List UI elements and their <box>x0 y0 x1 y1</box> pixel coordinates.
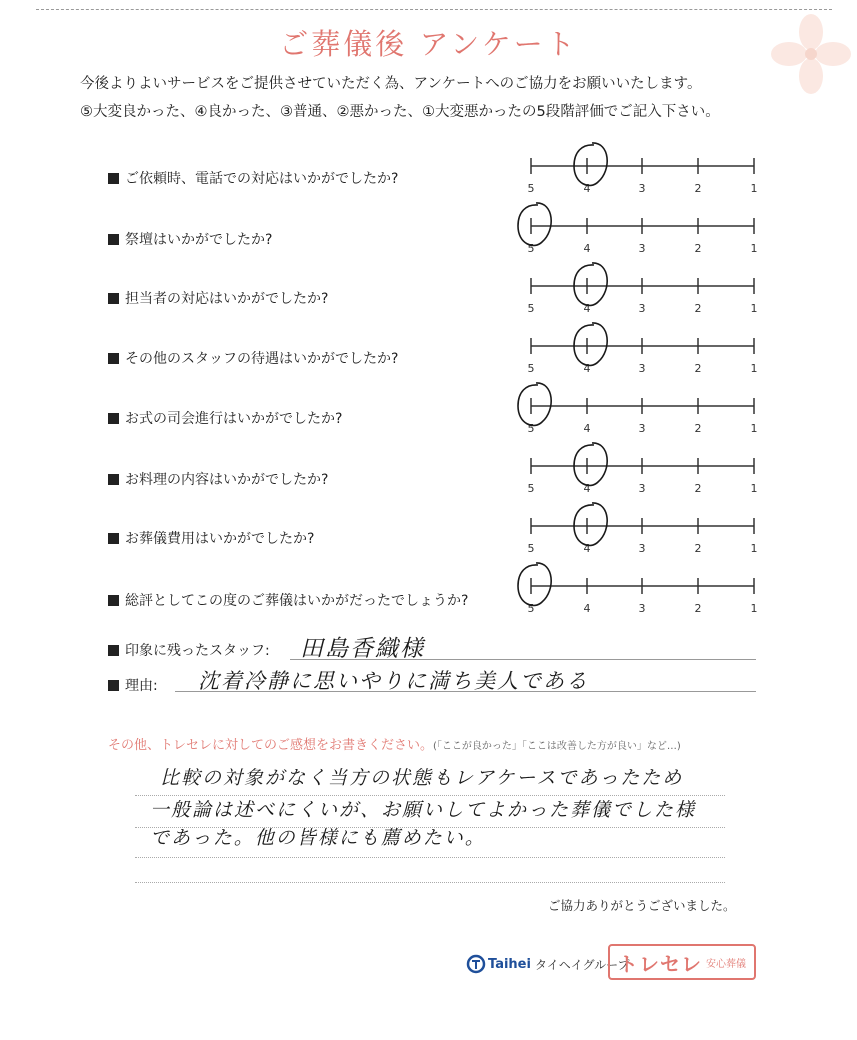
scale-label-5: 5 <box>527 482 535 495</box>
question-4 <box>108 348 398 368</box>
rating-scale-7[interactable] <box>500 500 780 564</box>
question-2-text: 祭壇はいかがでしたか? <box>125 232 273 248</box>
comment-line-1[interactable]: 比較の対象がなく当方の状態もレアケースであったため <box>160 767 684 789</box>
scale-label-4: 4 <box>583 482 591 495</box>
scale-label-3: 3 <box>638 362 646 375</box>
rating-scale-4[interactable] <box>500 320 780 384</box>
rating-scale-2[interactable] <box>500 200 780 264</box>
reason-label <box>108 675 158 695</box>
scale-label-4: 4 <box>583 242 591 255</box>
scale-label-3: 3 <box>638 242 646 255</box>
selected-rating-circle <box>574 143 607 186</box>
page-title: ご葬儀後 アンケート <box>279 27 578 61</box>
thanks-text: ご協力ありがとうございました。 <box>548 898 736 913</box>
taihei-logo <box>466 954 630 974</box>
scale-label-3: 3 <box>638 422 646 435</box>
question-5 <box>108 408 342 428</box>
scale-label-3: 3 <box>638 182 646 195</box>
scale-label-4: 4 <box>583 542 591 555</box>
scale-label-2: 2 <box>694 362 702 375</box>
staff-label <box>108 640 270 660</box>
bullet-square-icon <box>108 173 119 184</box>
bullet-square-icon <box>108 413 119 424</box>
selected-rating-circle <box>574 443 607 486</box>
scale-label-5: 5 <box>527 602 535 615</box>
scale-label-1: 1 <box>750 242 758 255</box>
scale-label-2: 2 <box>694 302 702 315</box>
question-1 <box>108 168 398 188</box>
other-header-note: (「ここが良かった」「ここは改善した方が良い」など…) <box>433 741 681 752</box>
rating-scale-6[interactable] <box>500 440 780 504</box>
question-1-text: ご依頼時、電話での対応はいかがでしたか? <box>125 171 399 187</box>
bullet-square-icon <box>108 645 119 656</box>
comment-line-2[interactable]: 一般論は述べにくいが、お願いしてよかった葬儀でした様 <box>150 799 697 821</box>
other-header-text: その他、トレセレに対してのご感想をお書きください。 <box>108 738 434 753</box>
top-dashed-rule <box>36 9 832 10</box>
scale-label-5: 5 <box>527 242 535 255</box>
scale-label-1: 1 <box>750 362 758 375</box>
scale-label-5: 5 <box>527 182 535 195</box>
scale-label-1: 1 <box>750 182 758 195</box>
scale-label-4: 4 <box>583 182 591 195</box>
rating-scale-5[interactable] <box>500 380 780 444</box>
selected-rating-circle <box>574 263 607 306</box>
intro-line-1: 今後よりよいサービスをご提供させていただく為、アンケートへのご協力をお願いいたします。 <box>80 76 702 92</box>
selected-rating-circle <box>518 203 551 246</box>
scale-label-2: 2 <box>694 602 702 615</box>
scale-label-4: 4 <box>583 602 591 615</box>
selected-rating-circle <box>574 503 607 546</box>
selected-rating-circle <box>518 563 551 606</box>
tresere-logo-sub: 安心葬儀 <box>706 958 746 970</box>
bullet-square-icon <box>108 234 119 245</box>
comment-rule-3 <box>135 857 725 858</box>
taihei-group: タイヘイグループ <box>534 957 630 972</box>
scale-label-1: 1 <box>750 542 758 555</box>
bullet-square-icon <box>108 595 119 606</box>
scale-label-3: 3 <box>638 482 646 495</box>
rating-scale-1[interactable] <box>500 140 780 204</box>
scale-label-3: 3 <box>638 302 646 315</box>
selected-rating-circle <box>574 323 607 366</box>
taihei-brand: Taihei <box>488 956 531 972</box>
scale-label-3: 3 <box>638 542 646 555</box>
scale-label-1: 1 <box>750 482 758 495</box>
staff-label-text: 印象に残ったスタッフ: <box>125 643 270 659</box>
scale-label-4: 4 <box>583 422 591 435</box>
bullet-square-icon <box>108 680 119 691</box>
scale-label-2: 2 <box>694 542 702 555</box>
scale-label-2: 2 <box>694 242 702 255</box>
staff-value[interactable]: 田島香織様 <box>300 636 425 662</box>
question-8-text: 総評としてこの度のご葬儀はいかがだったでしょうか? <box>125 593 469 609</box>
bullet-square-icon <box>108 533 119 544</box>
taihei-mark-icon <box>466 954 486 974</box>
question-3-text: 担当者の対応はいかがでしたか? <box>125 291 329 307</box>
scale-label-1: 1 <box>750 302 758 315</box>
scale-label-5: 5 <box>527 362 535 375</box>
question-6-text: お料理の内容はいかがでしたか? <box>125 472 329 488</box>
question-6 <box>108 469 328 489</box>
scale-label-2: 2 <box>694 482 702 495</box>
tresere-logo <box>608 944 756 980</box>
rating-scale-3[interactable] <box>500 260 780 324</box>
scale-label-4: 4 <box>583 362 591 375</box>
question-2 <box>108 229 272 249</box>
other-comments-header <box>108 734 681 753</box>
comment-rule-4 <box>135 882 725 883</box>
intro-line-2: ⑤大変良かった、④良かった、③普通、②悪かった、①大変悪かったの5段階評価でご記入下さい。 <box>80 104 720 120</box>
question-7-text: お葬儀費用はいかがでしたか? <box>125 531 315 547</box>
scale-label-1: 1 <box>750 422 758 435</box>
scale-label-1: 1 <box>750 602 758 615</box>
scale-label-2: 2 <box>694 182 702 195</box>
question-8 <box>108 590 468 610</box>
scale-label-3: 3 <box>638 602 646 615</box>
bullet-square-icon <box>108 293 119 304</box>
rating-scale-8[interactable] <box>500 560 780 624</box>
scale-label-2: 2 <box>694 422 702 435</box>
scale-label-5: 5 <box>527 422 535 435</box>
scale-label-5: 5 <box>527 302 535 315</box>
reason-underline <box>175 691 756 692</box>
question-4-text: その他のスタッフの待遇はいかがでしたか? <box>125 351 399 367</box>
scale-label-4: 4 <box>583 302 591 315</box>
selected-rating-circle <box>518 383 551 426</box>
tresere-logo-text: トレセレ <box>618 951 702 976</box>
comment-line-3[interactable]: であった。他の皆様にも薦めたい。 <box>150 827 486 849</box>
reason-label-text: 理由: <box>125 678 158 694</box>
staff-underline <box>290 659 756 660</box>
question-5-text: お式の司会進行はいかがでしたか? <box>125 411 343 427</box>
question-7 <box>108 528 314 548</box>
reason-value[interactable]: 沈着冷静に思いやりに満ち美人である <box>198 669 589 693</box>
bullet-square-icon <box>108 353 119 364</box>
scale-label-5: 5 <box>527 542 535 555</box>
question-3 <box>108 288 328 308</box>
bullet-square-icon <box>108 474 119 485</box>
